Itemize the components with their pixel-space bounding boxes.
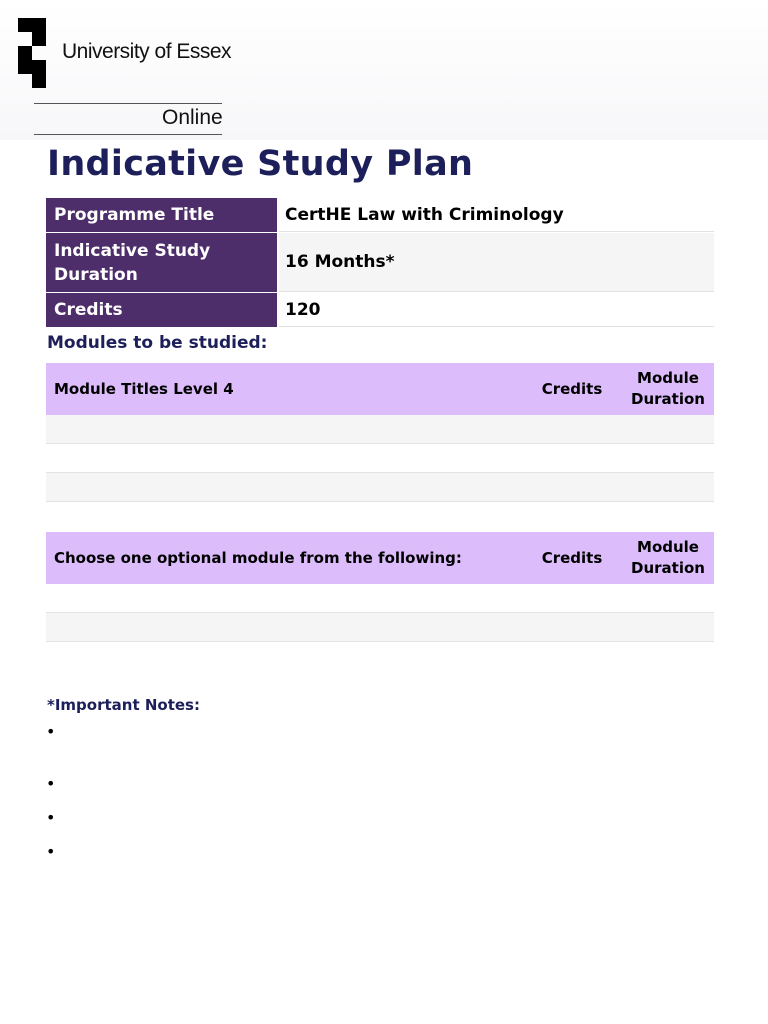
- info-value: 120: [279, 293, 714, 327]
- logo-divider-bottom: [34, 134, 222, 135]
- bullet-point: •: [46, 842, 56, 861]
- info-row-credits: [46, 293, 714, 328]
- university-logo-mark: [18, 18, 50, 92]
- info-value: 16 Months*: [279, 233, 714, 292]
- info-row-duration: [46, 233, 714, 293]
- page-title: Indicative Study Plan: [47, 144, 474, 184]
- table-row: [46, 584, 714, 613]
- column-header-duration: Module Duration: [631, 369, 705, 408]
- notes-heading: *Important Notes:: [47, 696, 200, 714]
- logo-subtitle: Online: [162, 106, 223, 129]
- column-header-module-titles: Module Titles Level 4: [54, 380, 234, 398]
- table-row: [46, 415, 714, 444]
- table-row: [46, 613, 714, 642]
- info-label: Programme Title: [46, 198, 279, 232]
- info-value: CertHE Law with Criminology: [279, 198, 714, 232]
- modules-heading: Modules to be studied:: [47, 333, 268, 353]
- logo-divider-top: [34, 103, 222, 104]
- bullet-point: •: [46, 774, 56, 793]
- column-header-credits: Credits: [541, 549, 603, 567]
- column-header-credits: Credits: [541, 380, 603, 398]
- table-header: [46, 532, 714, 584]
- info-row-programme-title: [46, 198, 714, 233]
- info-label: Indicative Study Duration: [46, 233, 279, 292]
- bullet-point: •: [46, 808, 56, 827]
- programme-info-table: [46, 198, 714, 328]
- optional-modules-table: [46, 532, 714, 642]
- table-row: [46, 444, 714, 473]
- table-row: [46, 473, 714, 502]
- header-band: [0, 0, 768, 140]
- bullet-point: •: [46, 722, 56, 741]
- column-header-optional-modules: Choose one optional module from the following:: [54, 549, 462, 567]
- column-header-duration: Module Duration: [631, 538, 705, 577]
- university-logo-text: University of Essex: [62, 40, 232, 63]
- info-label: Credits: [46, 293, 279, 327]
- table-header: [46, 363, 714, 415]
- core-modules-table: [46, 363, 714, 502]
